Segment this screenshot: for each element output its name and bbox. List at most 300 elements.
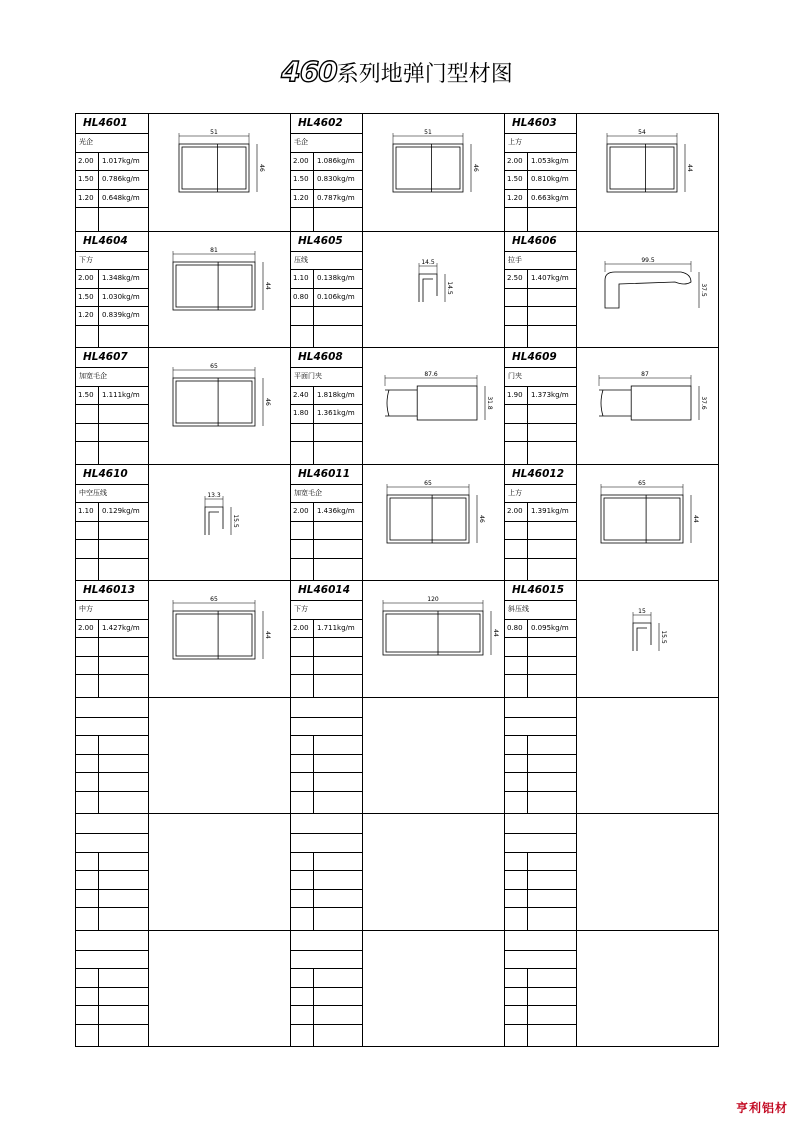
profile-outline [601, 495, 683, 543]
spec-weight: 1.407kg/m [531, 274, 569, 282]
height-dimension-label: 44 [686, 164, 693, 172]
profile-table [75, 113, 719, 1047]
spec-row [76, 853, 148, 872]
width-dimension-label: 65 [210, 596, 218, 603]
height-dimension-label: 46 [478, 514, 485, 523]
profile-frame-outer [173, 611, 255, 659]
spec-thickness: 1.10 [78, 507, 94, 515]
spec-row [505, 270, 577, 289]
profile-outline [633, 623, 651, 651]
profile-info-cell [504, 232, 576, 348]
profile-code: HL46014 [291, 581, 363, 601]
profile-drawing-cell [148, 348, 290, 464]
spec-row [505, 522, 577, 541]
profile-code: HL4606 [505, 232, 577, 252]
spec-thickness: 2.00 [78, 156, 94, 165]
spec-row [505, 675, 577, 694]
spec-row [505, 1006, 577, 1025]
spec-row [291, 522, 363, 541]
profile-frame-inner [386, 614, 480, 652]
profile-code: HL46013 [76, 581, 148, 601]
profile-name: 中方 [76, 601, 148, 620]
spec-row [76, 620, 148, 639]
spec-row [76, 755, 148, 774]
spec-thickness: 1.50 [78, 175, 94, 183]
spec-row [505, 171, 577, 190]
spec-weight: 0.786kg/m [102, 175, 140, 183]
profile-frame-inner [604, 498, 680, 540]
company-signature: 亨利铝材 [735, 1101, 788, 1115]
profile-drawing-cell [576, 581, 718, 697]
spec-row [291, 969, 363, 988]
profile-code: HL4607 [76, 348, 148, 368]
spec-row [76, 908, 148, 927]
spec-row [505, 638, 577, 657]
spec-weight: 1.111kg/m [102, 390, 140, 399]
spec-row [505, 969, 577, 988]
spec-row [76, 522, 148, 541]
spec-row [291, 988, 363, 1007]
profile-info-cell [290, 814, 362, 930]
profile-frame-outer [173, 262, 255, 310]
spec-row [76, 442, 148, 461]
profile-drawing-cell [148, 232, 290, 348]
profile-info-cell [76, 931, 148, 1047]
spec-row [291, 153, 363, 172]
profile-code: HL4602 [291, 114, 363, 134]
spec-row [76, 540, 148, 559]
spec-weight: 1.818kg/m [317, 390, 355, 399]
profile-code: HL4608 [291, 348, 363, 368]
spec-weight: 1.711kg/m [317, 623, 355, 632]
height-dimension-label: 15.5 [660, 630, 667, 644]
spec-thickness: 0.80 [507, 623, 523, 632]
spec-row [291, 890, 363, 909]
spec-thickness: 2.00 [293, 623, 309, 632]
profile-name: 下方 [76, 252, 148, 271]
profile-info-cell [290, 581, 362, 697]
profile-drawing-cell [576, 232, 718, 348]
spec-row [505, 890, 577, 909]
spec-row [505, 988, 577, 1007]
profile-info-cell [290, 232, 362, 348]
profile-info-cell [76, 814, 148, 930]
profile-info-cell [504, 465, 576, 581]
profile-frame-inner [182, 147, 246, 189]
spec-row [291, 307, 363, 326]
page-title [0, 55, 794, 88]
spec-row [76, 559, 148, 578]
width-dimension-label: 87.6 [424, 371, 438, 378]
spec-row [291, 638, 363, 657]
height-dimension-label: 46 [264, 398, 271, 406]
spec-row [291, 559, 363, 578]
width-dimension-label: 81 [210, 246, 218, 254]
profile-clamp-body [417, 386, 477, 420]
spec-row [291, 773, 363, 792]
profile-info-cell [290, 348, 362, 464]
spec-row [76, 1025, 148, 1044]
spec-thickness: 1.90 [507, 390, 523, 399]
profile-frame-outer [179, 144, 249, 192]
profile-frame-outer [393, 144, 463, 192]
spec-row [76, 675, 148, 694]
profile-outline [387, 495, 469, 543]
spec-row [76, 270, 148, 289]
width-dimension-label: 65 [424, 479, 432, 487]
spec-row [291, 755, 363, 774]
spec-row [291, 405, 363, 424]
spec-weight: 0.648kg/m [102, 193, 140, 202]
spec-thickness: 1.20 [78, 193, 94, 202]
frame-profile-drawing [577, 465, 719, 581]
profile-name: 上方 [505, 134, 577, 153]
frame-profile-drawing [363, 114, 505, 230]
title-series-number: 460 [281, 55, 337, 88]
profile-outline [393, 144, 463, 192]
profile-code: HL46012 [505, 465, 577, 485]
profile-drawing-cell [576, 348, 718, 464]
spec-row [76, 792, 148, 811]
spec-row [76, 638, 148, 657]
width-dimension-label: 14.5 [421, 258, 435, 266]
spec-row [291, 871, 363, 890]
profile-frame-outer [383, 611, 483, 655]
spec-row [505, 908, 577, 927]
spec-row [505, 755, 577, 774]
profile-drawing-cell [362, 348, 504, 464]
profile-info-cell [76, 114, 148, 231]
height-dimension-label: 37.5 [700, 282, 707, 297]
spec-row [291, 387, 363, 406]
profile-name [505, 951, 577, 970]
table-row [76, 231, 718, 348]
spec-row [291, 736, 363, 755]
profile-drawing-cell [148, 581, 290, 697]
spec-row [76, 289, 148, 308]
profile-drawing-cell [576, 465, 718, 581]
profile-code [505, 698, 577, 718]
width-dimension-label: 51 [424, 129, 432, 136]
profile-name [76, 718, 148, 737]
profile-code [76, 698, 148, 718]
profile-info-cell [504, 581, 576, 697]
spec-row [505, 208, 577, 227]
profile-outline [607, 144, 677, 192]
profile-code [505, 814, 577, 834]
spec-row [76, 871, 148, 890]
spec-row [291, 908, 363, 927]
frame-profile-drawing [577, 114, 719, 230]
profile-name [76, 834, 148, 853]
spec-row [505, 503, 577, 522]
profile-info-cell [76, 232, 148, 348]
profile-clamp-jaw [599, 390, 631, 416]
spec-weight: 1.427kg/m [102, 623, 140, 632]
profile-drawing-cell [576, 814, 718, 930]
profile-name [291, 951, 363, 970]
clamp-profile-drawing [577, 348, 719, 464]
profile-drawing-cell [362, 114, 504, 231]
spec-row [76, 736, 148, 755]
spec-row [505, 442, 577, 461]
profile-drawing-cell [362, 698, 504, 814]
frame-profile-drawing [363, 465, 505, 581]
spec-thickness: 2.00 [78, 274, 94, 282]
width-dimension-label: 65 [210, 363, 218, 370]
height-dimension-label: 46 [258, 164, 265, 172]
spec-weight: 0.663kg/m [531, 193, 569, 202]
spec-row [76, 171, 148, 190]
profile-code [505, 931, 577, 951]
profile-drawing-cell [148, 814, 290, 930]
profile-name [291, 718, 363, 737]
width-dimension-label: 15 [638, 608, 646, 615]
height-dimension-label: 44 [692, 514, 699, 523]
profile-outline [605, 272, 691, 308]
spec-row [291, 503, 363, 522]
bead-profile-drawing [363, 232, 505, 348]
spec-row [505, 871, 577, 890]
profile-outline [419, 274, 437, 302]
spec-thickness: 2.00 [78, 623, 94, 632]
spec-row [76, 153, 148, 172]
profile-name: 平面门夹 [291, 368, 363, 387]
profile-name: 下方 [291, 601, 363, 620]
spec-row [291, 675, 363, 694]
profile-bead-path [419, 274, 437, 302]
spec-row [505, 326, 577, 345]
spec-row [291, 853, 363, 872]
profile-frame-inner [176, 381, 252, 423]
spec-row [505, 405, 577, 424]
spec-weight: 1.086kg/m [317, 156, 355, 165]
spec-row [76, 657, 148, 676]
width-dimension-label: 99.5 [641, 256, 655, 264]
spec-weight: 1.436kg/m [317, 507, 355, 515]
bead-profile-drawing [577, 581, 719, 697]
profile-drawing-cell [148, 465, 290, 581]
spec-row [76, 208, 148, 227]
profile-drawing-cell [148, 698, 290, 814]
spec-thickness: 1.10 [293, 274, 309, 282]
table-row [76, 697, 718, 814]
spec-row [291, 442, 363, 461]
spec-row [291, 424, 363, 443]
spec-thickness: 1.50 [78, 390, 94, 399]
spec-row [76, 424, 148, 443]
profile-info-cell [290, 931, 362, 1047]
spec-row [76, 1006, 148, 1025]
profile-name: 毛企 [291, 134, 363, 153]
spec-row [76, 988, 148, 1007]
profile-info-cell [290, 465, 362, 581]
height-dimension-label: 14.5 [446, 280, 453, 295]
spec-weight: 0.138kg/m [317, 274, 355, 282]
spec-row [505, 620, 577, 639]
spec-row [291, 1006, 363, 1025]
profile-code: HL4603 [505, 114, 577, 134]
spec-row [291, 289, 363, 308]
profile-drawing-cell [148, 114, 290, 231]
spec-row [76, 326, 148, 345]
profile-name [505, 718, 577, 737]
profile-info-cell [504, 931, 576, 1047]
height-dimension-label: 15.5 [232, 513, 239, 528]
spec-row [76, 190, 148, 209]
profile-outline [599, 386, 691, 420]
profile-code: HL46015 [505, 581, 577, 601]
profile-drawing-cell [362, 931, 504, 1047]
spec-weight: 1.030kg/m [102, 292, 140, 301]
profile-name: 拉手 [505, 252, 577, 271]
clamp-profile-drawing [363, 348, 505, 464]
spec-row [505, 289, 577, 308]
profile-code [291, 698, 363, 718]
spec-row [291, 190, 363, 209]
profile-drawing-cell [362, 581, 504, 697]
profile-name: 上方 [505, 485, 577, 504]
spec-row [76, 405, 148, 424]
profile-drawing-cell [576, 114, 718, 231]
table-row [76, 347, 718, 464]
spec-thickness: 1.50 [78, 292, 94, 301]
spec-row [291, 326, 363, 345]
spec-row [76, 969, 148, 988]
profile-code: HL4601 [76, 114, 148, 134]
spec-thickness: 2.50 [507, 274, 523, 282]
frame-profile-drawing [149, 348, 291, 464]
profile-outline [205, 507, 223, 535]
spec-row [76, 387, 148, 406]
spec-weight: 0.787kg/m [317, 193, 355, 202]
profile-frame-inner [176, 265, 252, 307]
spec-row [76, 307, 148, 326]
spec-row [291, 208, 363, 227]
title-text: 系列地弹门型材图 [336, 62, 513, 87]
height-dimension-label: 46 [472, 164, 479, 172]
spec-row [505, 657, 577, 676]
width-dimension-label: 87 [641, 371, 649, 378]
profile-drawing-cell [576, 698, 718, 814]
profile-name [291, 834, 363, 853]
bead-profile-drawing [149, 465, 291, 581]
profile-drawing-cell [148, 931, 290, 1047]
profile-frame-inner [176, 614, 252, 656]
spec-weight: 0.095kg/m [531, 623, 569, 632]
profile-name: 斜压线 [505, 601, 577, 620]
spec-thickness: 1.20 [507, 193, 523, 202]
profile-info-cell [290, 698, 362, 814]
profile-bead-path [205, 507, 223, 535]
spec-weight: 0.129kg/m [102, 507, 140, 515]
profile-name [505, 834, 577, 853]
profile-clamp-jaw [385, 390, 417, 416]
spec-thickness: 2.00 [507, 156, 523, 165]
spec-thickness: 1.80 [293, 409, 309, 417]
profile-info-cell [504, 814, 576, 930]
frame-profile-drawing [363, 581, 505, 697]
frame-profile-drawing [149, 232, 291, 348]
profile-name: 压线 [291, 252, 363, 271]
handle-profile-drawing [577, 232, 719, 348]
frame-profile-drawing [149, 581, 291, 697]
spec-thickness: 1.20 [78, 311, 94, 319]
spec-row [505, 853, 577, 872]
spec-row [291, 270, 363, 289]
spec-row [76, 890, 148, 909]
profile-code [291, 931, 363, 951]
profile-outline [173, 262, 255, 310]
spec-thickness: 2.00 [507, 507, 523, 515]
spec-thickness: 2.00 [293, 507, 309, 515]
spec-row [291, 657, 363, 676]
spec-thickness: 1.50 [293, 175, 309, 183]
spec-row [291, 620, 363, 639]
profile-info-cell [504, 348, 576, 464]
spec-row [505, 153, 577, 172]
spec-row [505, 559, 577, 578]
profile-frame-outer [387, 495, 469, 543]
profile-outline [173, 378, 255, 426]
width-dimension-label: 120 [427, 596, 439, 603]
table-row [76, 930, 718, 1047]
profile-name [76, 951, 148, 970]
spec-row [76, 773, 148, 792]
height-dimension-label: 37.6 [700, 396, 707, 410]
profile-drawing-cell [362, 465, 504, 581]
spec-thickness: 2.00 [293, 156, 309, 165]
profile-outline [179, 144, 249, 192]
spec-weight: 1.017kg/m [102, 156, 140, 165]
table-row [76, 580, 718, 697]
profile-outline [173, 611, 255, 659]
width-dimension-label: 65 [638, 479, 646, 487]
width-dimension-label: 13.3 [207, 491, 221, 499]
spec-row [505, 1025, 577, 1044]
profile-code: HL4609 [505, 348, 577, 368]
profile-frame-inner [396, 147, 460, 189]
spec-row [505, 792, 577, 811]
profile-info-cell [76, 581, 148, 697]
profile-info-cell [504, 114, 576, 231]
profile-handle-path [605, 272, 691, 308]
profile-code [291, 814, 363, 834]
spec-row [76, 503, 148, 522]
profile-frame-outer [173, 378, 255, 426]
spec-row [505, 387, 577, 406]
table-row [76, 464, 718, 581]
spec-row [291, 171, 363, 190]
profile-info-cell [76, 698, 148, 814]
profile-code: HL4610 [76, 465, 148, 485]
spec-thickness: 1.20 [293, 193, 309, 202]
profile-bead-path [633, 623, 651, 651]
profile-name: 光企 [76, 134, 148, 153]
profile-drawing-cell [362, 232, 504, 348]
profile-name: 加宽毛企 [76, 368, 148, 387]
profile-code [76, 931, 148, 951]
profile-drawing-cell [576, 931, 718, 1047]
profile-code [76, 814, 148, 834]
profile-code: HL46011 [291, 465, 363, 485]
profile-outline [383, 611, 483, 655]
spec-thickness: 1.50 [507, 175, 523, 183]
profile-frame-outer [607, 144, 677, 192]
spec-row [291, 540, 363, 559]
profile-frame-inner [610, 147, 674, 189]
spec-weight: 0.810kg/m [531, 175, 569, 183]
